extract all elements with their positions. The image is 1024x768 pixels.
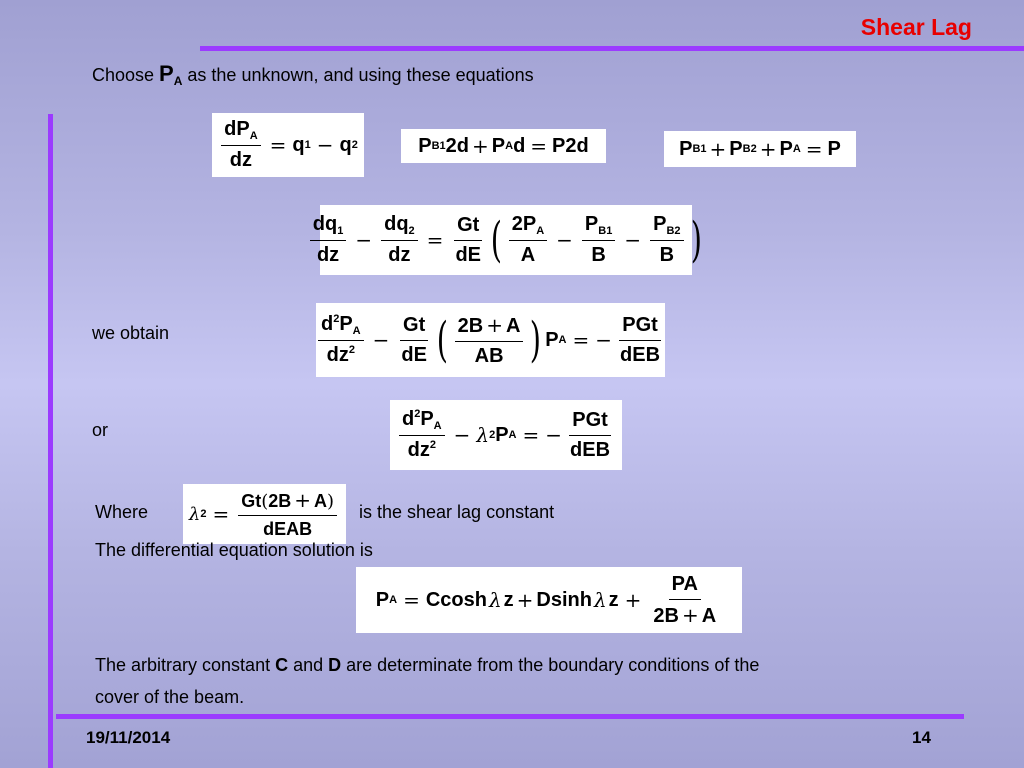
bottom-divider — [56, 714, 964, 719]
equation-force-balance: P B1 + P B2 + P A = P — [664, 131, 856, 167]
intro-post: as the unknown, and using these equations — [182, 65, 534, 85]
intro-var-sub: A — [173, 74, 183, 88]
left-divider — [48, 114, 53, 768]
intro-var: P — [159, 61, 174, 86]
equation-moment: P B1 2d + P A d = P2d — [401, 129, 606, 163]
constant-c: C — [275, 655, 289, 675]
footer-page-number: 14 — [912, 728, 931, 747]
equation-shear-flow: $\frac{dq_1}{dz}$ − $\frac{dq_2}{dz}$ = $\frac{Gt}{dE}$ ( $\frac{2P_A}{A}$ − $\frac{P_{B1}}{B}$ − $\frac{P_{B2}}{B}$ ) — [320, 205, 692, 275]
slide-title: Shear Lag — [860, 14, 972, 40]
equation-solution: P A = Ccosh λ z + Dsinh λ z + $\frac{PA}{2B + A}$ — [356, 567, 742, 633]
conclusion-line2: cover of the beam. — [95, 687, 245, 707]
equation-dpa-dz: $\frac{dP_A}{dz}$ = q 1 − q 2 — [212, 113, 364, 177]
conclusion-text — [95, 649, 759, 713]
conclusion-mid: and — [288, 655, 329, 675]
where-label: Where — [95, 502, 149, 522]
conclusion-pre: The arbitrary constant — [95, 655, 276, 675]
intro-pre: Choose — [92, 65, 160, 85]
we-obtain-label: we obtain — [92, 323, 170, 343]
equation-lambda-definition: λ 2 = $\frac{Gt(2B + A)}{\text{dEAB}}$ — [183, 484, 346, 544]
footer-date: 19/11/2014 — [86, 728, 171, 747]
solution-intro-text: The differential equation solution is — [95, 540, 373, 560]
equation-lambda-form: $\frac{d^2P_A}{dz^2}$ − λ 2 P A = − $\frac{\text{PGt}}{\text{dEB}}$ — [390, 400, 622, 470]
top-divider — [200, 46, 1024, 51]
equation-differential: $\frac{d^2P_A}{dz^2}$ − $\frac{Gt}{dE}$ ( $\frac{2B + A}{AB}$ ) P A = − $\frac{\text{PGt}}{\text{dEB}}$ — [316, 303, 665, 377]
conclusion-post: are determinate from the boundary conditions of the — [341, 655, 760, 675]
shear-lag-description: is the shear lag constant — [359, 502, 555, 522]
constant-d: D — [328, 655, 342, 675]
or-label: or — [92, 420, 109, 440]
intro-text — [92, 61, 534, 88]
